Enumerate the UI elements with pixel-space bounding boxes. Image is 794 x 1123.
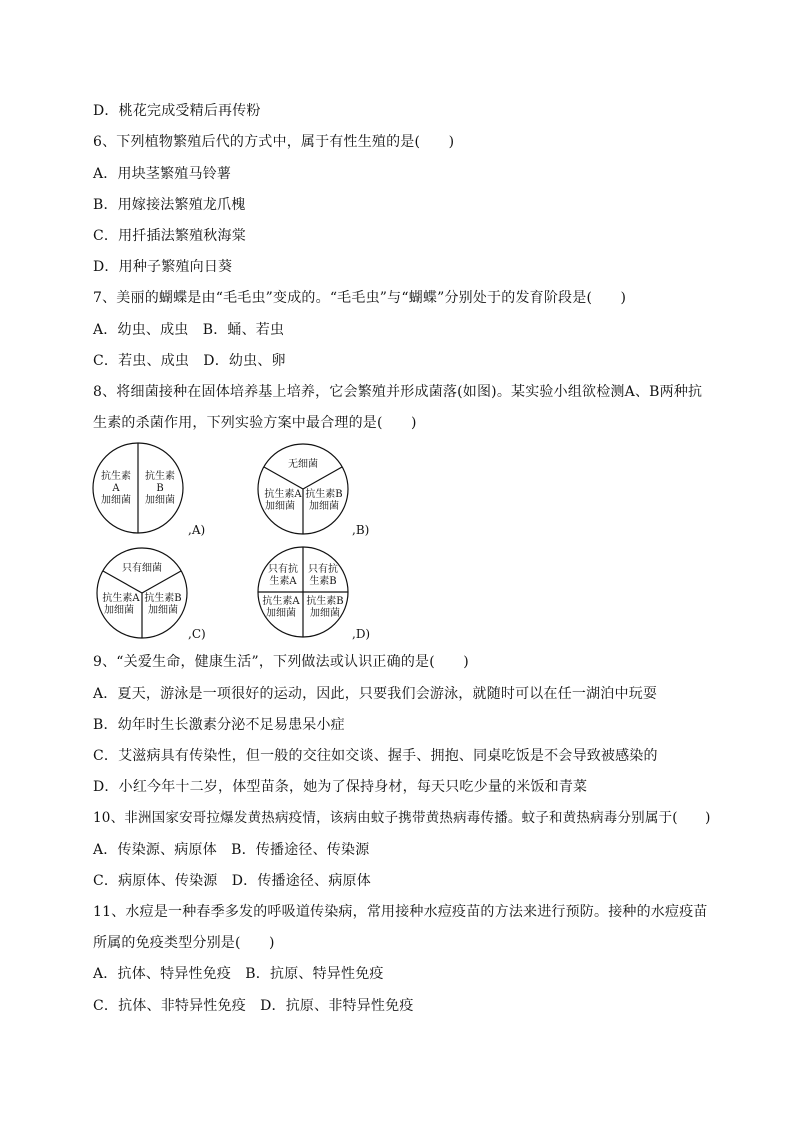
q8-stem-line1: 8、将细菌接种在固体培养基上培养，它会繁殖并形成菌落(如图)。某实验小组欲检测A、B两种抗 xyxy=(93,384,703,400)
diagram-a-left-line2: A xyxy=(112,483,120,494)
diagram-c-right-line1: 抗生素B xyxy=(144,593,182,604)
diagram-d-tr-line2: 生素B xyxy=(309,576,337,587)
diagram-b-left-line2: 加细菌 xyxy=(265,501,295,512)
diagram-c-top: 只有细菌 xyxy=(122,563,162,574)
q6-stem: 6、下列植物繁殖后代的方式中，属于有性生殖的是( ) xyxy=(93,134,455,150)
q7-stem: 7、美丽的蝴蝶是由“毛毛虫”变成的。“毛毛虫”与“蝴蝶”分别处于的发育阶段是( ) xyxy=(93,290,627,306)
diagram-b xyxy=(256,442,350,536)
diagram-b-right-line2: 加细菌 xyxy=(309,501,339,512)
q11-options-cd: C．抗体、非特异性免疫 D．抗原、非特异性免疫 xyxy=(93,998,414,1014)
q11-stem-line2: 所属的免疫类型分别是( ) xyxy=(93,935,275,951)
diagram-d-tl-line1: 只有抗 xyxy=(268,564,298,575)
diagram-d-bl-line1: 抗生素A xyxy=(262,596,300,607)
q7-options-ab: A．幼虫、成虫 B．蛹、若虫 xyxy=(93,322,285,338)
q10-options-cd: C．病原体、传染源 D．传播途径、病原体 xyxy=(93,873,371,889)
diagram-d-bl-line2: 加细菌 xyxy=(266,608,296,619)
diagram-d-tl-line2: 生素A xyxy=(269,576,297,587)
diagram-b-right-line1: 抗生素B xyxy=(305,489,343,500)
diagram-d-br-line1: 抗生素B xyxy=(306,596,344,607)
q9-stem: 9、“关爱生命，健康生活”，下列做法或认识正确的是( ) xyxy=(93,654,469,670)
diagram-c xyxy=(95,546,189,640)
diagram-d-tr-line1: 只有抗 xyxy=(308,564,338,575)
q6-option-a: A．用块茎繁殖马铃薯 xyxy=(93,166,232,182)
q10-stem: 10、非洲国家安哥拉爆发黄热病疫情，该病由蚊子携带黄热病毒传播。蚊子和黄热病毒分别属于( ) xyxy=(93,810,711,826)
diagram-a-label: ,A) xyxy=(188,523,206,537)
q5-option-d: D．桃花完成受精后再传粉 xyxy=(93,103,261,119)
q6-option-b: B．用嫁接法繁殖龙爪槐 xyxy=(93,197,246,213)
q6-option-c: C．用扦插法繁殖秋海棠 xyxy=(93,228,246,244)
diagram-d xyxy=(256,545,350,639)
q11-options-ab: A．抗体、特异性免疫 B．抗原、特异性免疫 xyxy=(93,966,384,982)
q11-stem-line1: 11、水痘是一种春季多发的呼吸道传染病，常用接种水痘疫苗的方法来进行预防。接种的水痘疫苗 xyxy=(93,904,708,920)
diagram-a-left-line1: 抗生素 xyxy=(101,471,131,482)
q9-option-a: A．夏天，游泳是一项很好的运动，因此，只要我们会游泳，就随时可以在任一湖泊中玩耍 xyxy=(93,686,658,702)
diagram-c-left-line1: 抗生素A xyxy=(102,593,140,604)
diagram-b-left-line1: 抗生素A xyxy=(264,489,302,500)
diagram-c-left-line2: 加细菌 xyxy=(104,605,134,616)
diagram-a xyxy=(92,442,184,534)
diagram-d-label: ,D) xyxy=(352,627,371,641)
diagram-a-right-line1: 抗生素 xyxy=(145,471,175,482)
q6-option-d: D．用种子繁殖向日葵 xyxy=(93,259,233,275)
q9-option-c: C．艾滋病具有传染性，但一般的交往如交谈、握手、拥抱、同桌吃饭是不会导致被感染的 xyxy=(93,748,658,764)
q9-option-d: D．小红今年十二岁，体型苗条，她为了保持身材，每天只吃少量的米饭和青菜 xyxy=(93,779,588,795)
q10-options-ab: A．传染源、病原体 B．传播途径、传染源 xyxy=(93,842,370,858)
diagram-a-left-line3: 加细菌 xyxy=(101,495,131,506)
diagram-c-label: ,C) xyxy=(188,627,206,641)
diagram-c-right-line2: 加细菌 xyxy=(148,605,178,616)
q9-option-b: B．幼年时生长激素分泌不足易患呆小症 xyxy=(93,717,345,733)
diagram-a-right-line2: B xyxy=(156,483,164,494)
diagram-b-top: 无细菌 xyxy=(288,459,318,470)
q7-options-cd: C．若虫、成虫 D．幼虫、卵 xyxy=(93,353,286,369)
diagram-b-label: ,B) xyxy=(352,523,370,537)
diagram-d-br-line2: 加细菌 xyxy=(310,608,340,619)
diagram-a-right-line3: 加细菌 xyxy=(145,495,175,506)
q8-stem-line2: 生素的杀菌作用，下列实验方案中最合理的是( ) xyxy=(93,415,417,431)
